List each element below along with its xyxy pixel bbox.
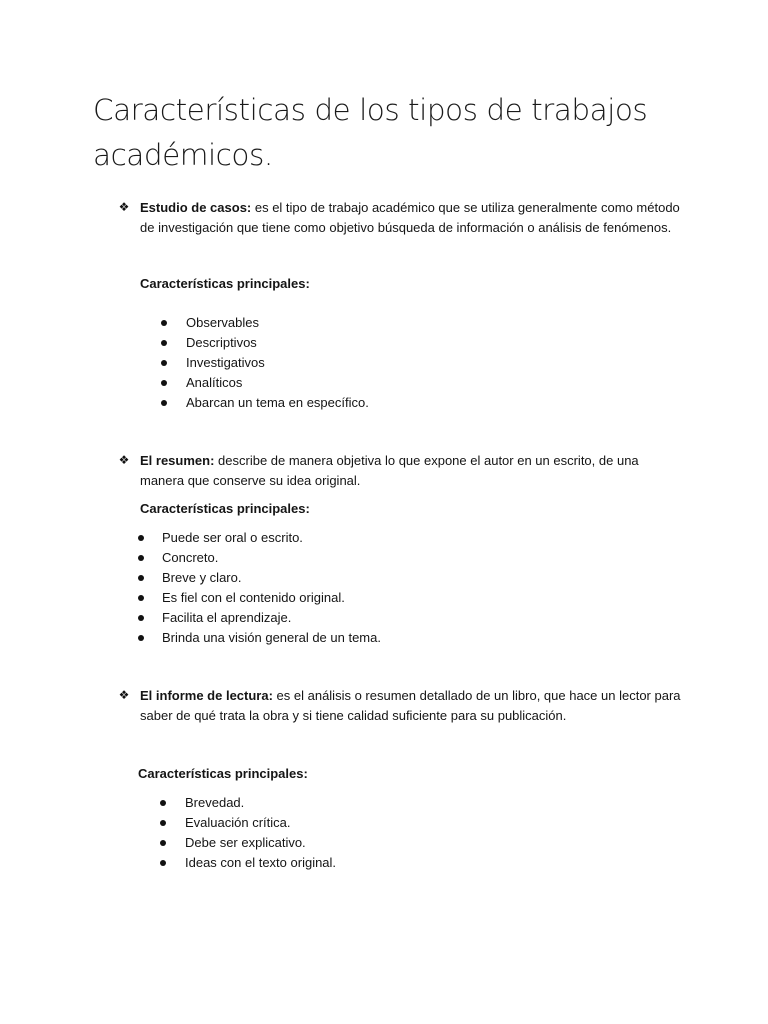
section-term: El informe de lectura: [140,688,273,703]
list-item-text: Descriptivos [186,335,257,350]
bullet-icon [161,340,167,346]
bullet-icon [138,535,144,541]
diamond-bullet-icon: ❖ [118,688,130,702]
list-item-text: Breve y claro. [162,570,242,585]
list-item [186,393,369,413]
bullet-icon [160,800,166,806]
list-item [186,373,369,393]
bullet-icon [161,380,167,386]
list-item [186,333,369,353]
features-list [162,528,381,648]
features-list [185,793,336,873]
bullet-icon [161,360,167,366]
bullet-icon [138,615,144,621]
list-item [186,313,369,333]
section-term: El resumen: [140,453,215,468]
list-item-text: Observables [186,315,259,330]
list-item [185,813,336,833]
list-item-text: Ideas con el texto original. [185,855,337,870]
list-item [185,793,336,813]
bullet-icon [160,820,166,826]
section-paragraph [140,451,685,490]
list-item-text: Brevedad. [185,795,245,810]
section-paragraph [140,686,685,725]
list-item-text: Analíticos [186,375,243,390]
list-item [162,588,381,608]
bullet-icon [161,320,167,326]
list-item-text: Facilita el aprendizaje. [162,610,292,625]
list-item [185,853,336,873]
section-description: describe de manera objetiva lo que expone el autor en un escrito, de una manera que conserve su idea original. [140,453,639,488]
list-item [162,548,381,568]
list-item-text: Abarcan un tema en específico. [186,395,369,410]
features-heading: Características principales: [140,276,310,291]
list-item-text: Debe ser explicativo. [185,835,306,850]
section-paragraph [140,198,685,237]
list-item [162,528,381,548]
bullet-icon [160,860,166,866]
list-item-text: Puede ser oral o escrito. [162,530,303,545]
list-item-text: Concreto. [162,550,219,565]
bullet-icon [160,840,166,846]
diamond-bullet-icon: ❖ [118,200,130,214]
bullet-icon [138,595,144,601]
list-item-text: Evaluación crítica. [185,815,291,830]
section-description: es el análisis o resumen detallado de un libro, que hace un lector para saber de qué trata la obra y si tiene calidad suficiente para su publicación. [140,688,681,723]
bullet-icon [138,575,144,581]
list-item-text: Es fiel con el contenido original. [162,590,345,605]
list-item [185,833,336,853]
page-title: Características de los tipos de trabajos académicos. [93,93,648,172]
list-item-text: Brinda una visión general de un tema. [162,630,381,645]
features-heading: Características principales: [138,766,308,781]
features-list [186,313,369,413]
bullet-icon [138,635,144,641]
bullet-icon [138,555,144,561]
list-item [162,608,381,628]
list-item [162,568,381,588]
list-item [186,353,369,373]
section-description: es el tipo de trabajo académico que se utiliza generalmente como método de investigación que tiene como objetivo búsqueda de información o análisis de fenómenos. [140,200,680,235]
list-item [162,628,381,648]
bullet-icon [161,400,167,406]
diamond-bullet-icon: ❖ [118,453,130,467]
section-term: Estudio de casos: [140,200,252,215]
list-item-text: Investigativos [186,355,265,370]
features-heading: Características principales: [140,501,310,516]
